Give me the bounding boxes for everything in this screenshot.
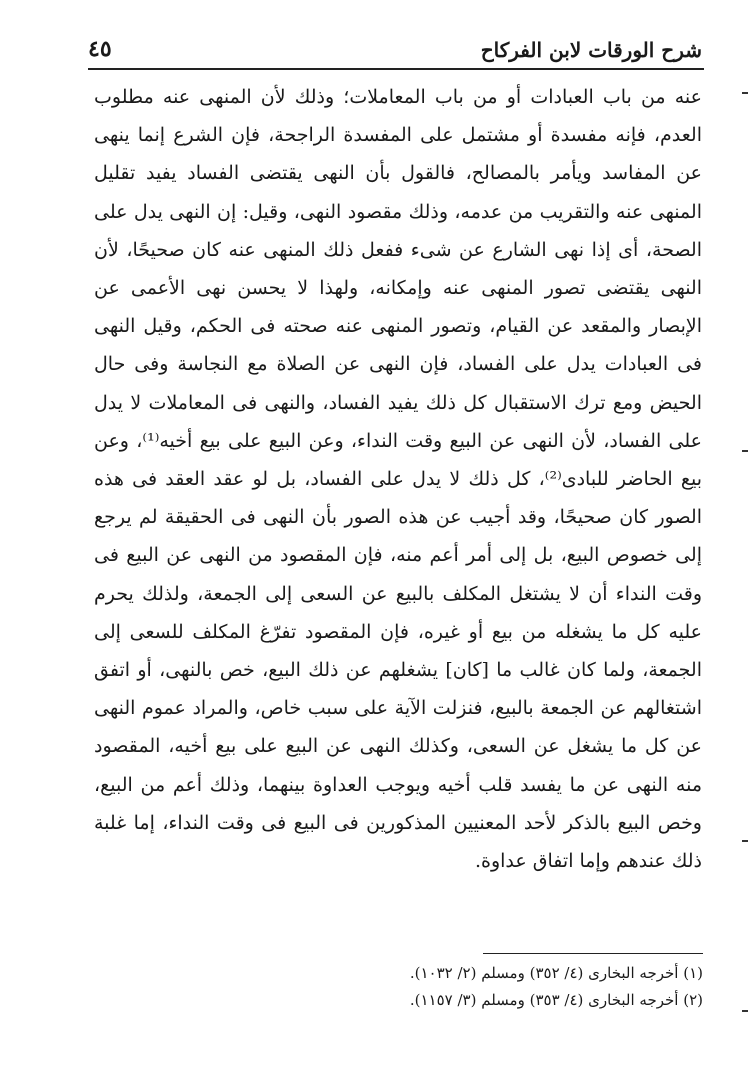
margin-mark — [742, 450, 748, 452]
running-header-title: شرح الورقات لابن الفركاح — [480, 38, 702, 62]
running-header — [88, 32, 702, 66]
body-text — [94, 78, 702, 880]
header-rule — [88, 68, 704, 70]
main-paragraph: عنه من باب العبادات أو من باب المعاملات؛ وذلك لأن المنهى عنه مطلوب العدم، فإنه مفسدة أو مشتمل على المفسدة الراجحة، فإن الشرع إنما ينهى عن المفاسد ويأمر بالمصالح، فالقول بأن النهى يقتضى الفساد يفيد تقليل المنهى عنه والتقريب من عدمه، وذلك مقصود النهى، وقيل: إن النهى يدل على الصحة، أى إذا نهى الشارع عن شىء ففعل ذلك المنهى عنه كان صحيحًا، لأن النهى يقتضى تصور المنهى عنه وإمكانه، ولهذا لا يحسن نهى الأعمى عن الإبصار والمقعد عن القيام، وتصور المنهى عنه صحته فى الحكم، وقيل النهى فى العبادات يدل على الفساد، فإن النهى عن الصلاة مع النجاسة وفى حال الحيض ومع ترك الاستقبال كل ذلك يفيد الفساد، والنهى فى المعاملات لا يدل على الفساد، لأن النهى عن البيع وقت النداء، وعن البيع على بيع أخيه⁽¹⁾، وعن بيع الحاضر للبادى⁽²⁾، كل ذلك لا يدل على الفساد، بل لو عقد العقد فى هذه الصور كان صحيحًا، وقد أجيب عن هذه الصور بأن النهى فى الحقيقة لم يرجع إلى خصوص البيع، بل إلى أمر أعم منه، فإن المقصود من النهى عن البيع فى وقت النداء أن لا يشتغل المكلف بالبيع عن السعى إلى الجمعة، ولذلك يحرم عليه كل ما يشغله من بيع أو غيره، فإن المقصود تفرّغ المكلف للسعى إلى الجمعة، ولما كان غالب ما [كان] يشغلهم عن ذلك البيع، خص بالنهى، أو اتفق اشتغالهم عن الجمعة بالبيع، فنزلت الآية على سبب خاص، والمراد عموم النهى عن كل ما يشغل عن السعى، وكذلك النهى عن البيع على بيع أخيه، المقصود منه النهى عن ما يفسد قلب أخيه ويوجب العداوة بينهما، وذلك أعم من البيع، وخص البيع بالذكر لأحد المعنيين المذكورين فى البيع فى وقت النداء، إما غلبة ذلك عندهم وإما اتفاق عداوة. — [94, 86, 702, 873]
footnotes — [300, 960, 703, 1014]
margin-mark — [742, 840, 748, 842]
footnote-1: (١) أخرجه البخارى (٤/ ٣٥٢) ومسلم (٢/ ١٠٣٢). — [409, 964, 703, 982]
page-number: ٤٥ — [88, 36, 112, 62]
footnote-2: (٢) أخرجه البخارى (٤/ ٣٥٣) ومسلم (٣/ ١١٥٧). — [409, 991, 703, 1009]
margin-mark — [742, 1010, 748, 1012]
footnote-separator — [483, 953, 703, 954]
margin-mark — [742, 92, 748, 94]
